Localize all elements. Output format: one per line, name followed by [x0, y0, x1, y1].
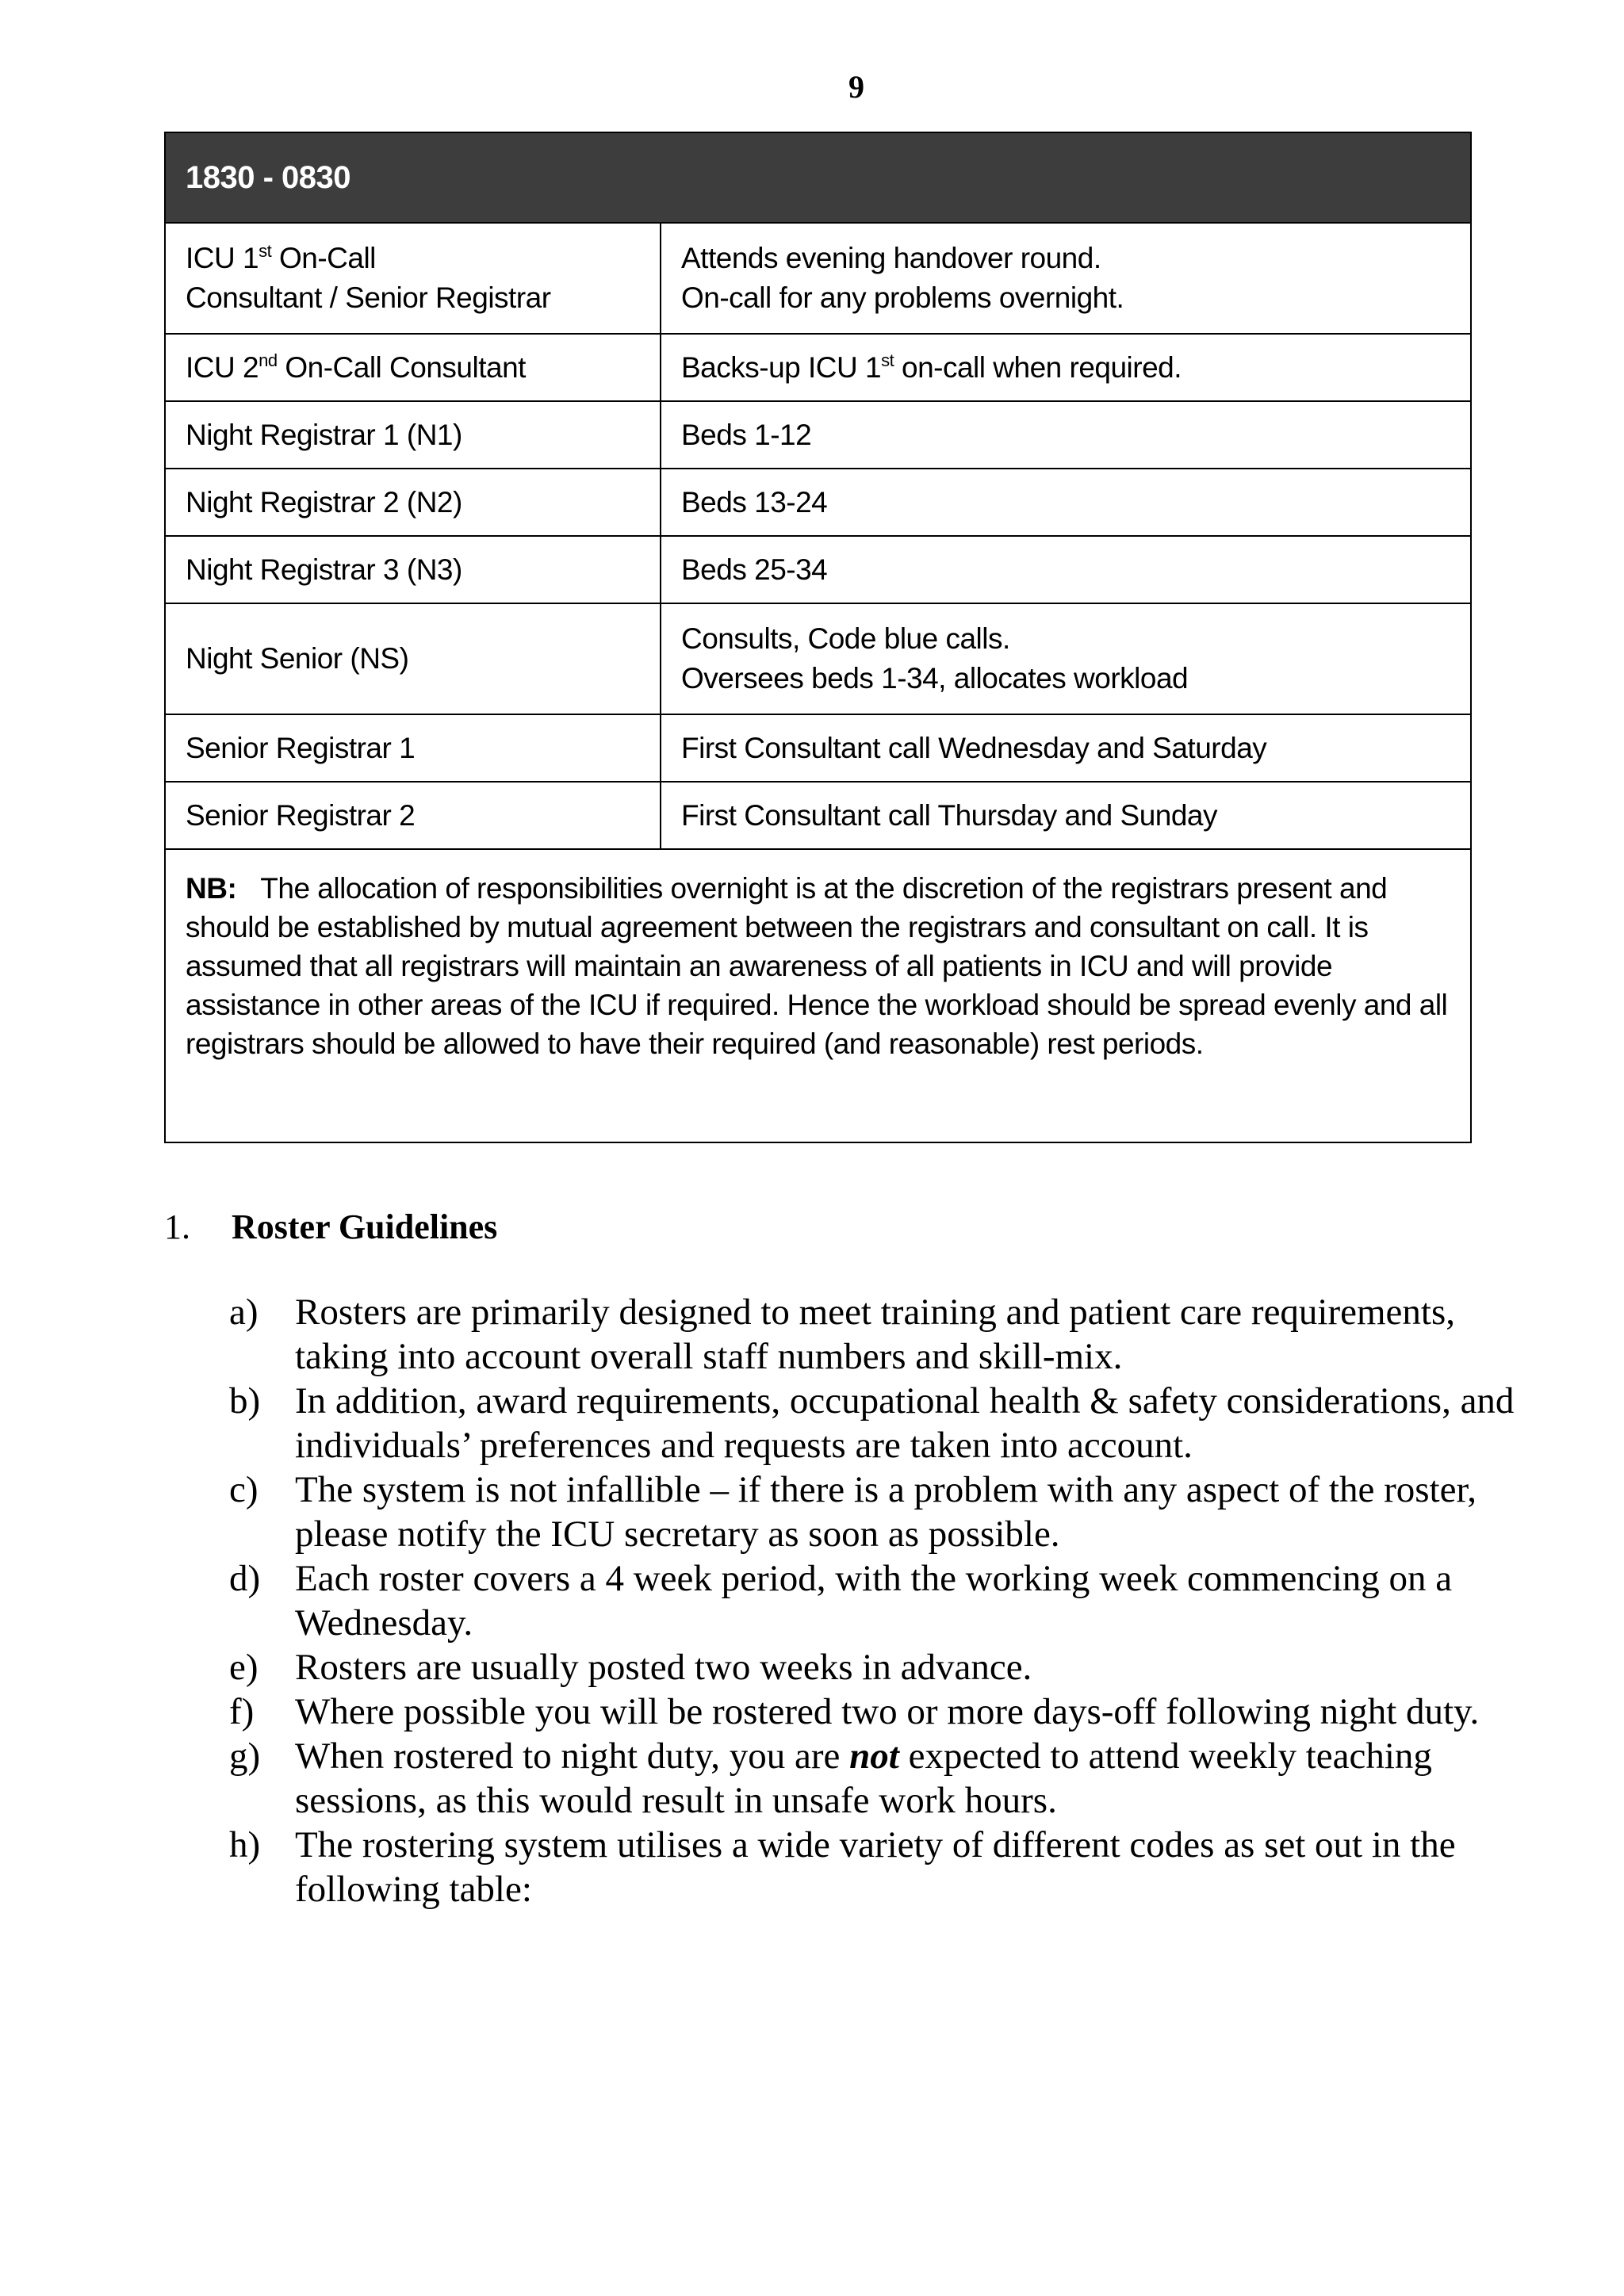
role-text: ICU 1	[186, 242, 259, 274]
table-row	[165, 334, 1471, 401]
list-item	[164, 1645, 1544, 1689]
list-item-text: The system is not infallible – if there is a problem with any aspect of the roster, please notify the ICU secretary as soon as possible.	[295, 1469, 1477, 1555]
list-item	[164, 1556, 1544, 1645]
table-row	[165, 223, 1471, 334]
role-cell: Night Registrar 3 (N3)	[165, 536, 661, 603]
table-row	[165, 714, 1471, 782]
duty-cell	[661, 334, 1471, 401]
list-item	[164, 1468, 1544, 1556]
list-marker: e)	[229, 1647, 259, 1688]
section-title: Roster Guidelines	[232, 1207, 498, 1246]
duty-text: On-call for any problems overnight.	[681, 281, 1124, 314]
table-header-row	[165, 132, 1471, 223]
duty-cell: First Consultant call Wednesday and Saturday	[661, 714, 1471, 782]
text-segment: When rostered to night duty, you are	[295, 1735, 850, 1777]
nb-note	[165, 849, 1471, 1142]
role-cell	[165, 334, 661, 401]
table-row	[165, 401, 1471, 469]
nb-text: The allocation of responsibilities overnight is at the discretion of the registrars present and should be established by mutual agreement between the registrars and consultant on call. It is assumed that all registrars will maintain an awareness of all patients in ICU and will provide assistance in other areas of the ICU if required. Hence the workload should be spread evenly and all registrars should be allowed to have their required (and reasonable) rest periods.	[186, 872, 1448, 1060]
role-text: Consultant / Senior Registrar	[186, 281, 551, 314]
role-text: On-Call	[271, 242, 376, 274]
page-number: 9	[848, 69, 864, 105]
duty-text: Consults, Code blue calls.	[681, 622, 1010, 655]
list-item	[164, 1734, 1544, 1823]
text-segment: expected to attend weekly teaching sessions, as this would result in unsafe work hours.	[295, 1735, 1432, 1821]
list-marker: g)	[229, 1735, 261, 1777]
nb-label: NB:	[186, 872, 237, 905]
role-cell	[165, 223, 661, 334]
section-number: 1.	[164, 1207, 190, 1246]
night-roster-table	[164, 132, 1472, 1143]
list-marker: a)	[229, 1292, 259, 1333]
list-item-text	[295, 1734, 1544, 1823]
list-marker: b)	[229, 1380, 261, 1422]
duty-cell: Beds 1-12	[661, 401, 1471, 469]
list-marker: f)	[229, 1691, 255, 1732]
duty-cell	[661, 603, 1471, 714]
duty-cell: Beds 13-24	[661, 469, 1471, 536]
role-cell: Night Registrar 1 (N1)	[165, 401, 661, 469]
duty-text: Oversees beds 1-34, allocates workload	[681, 662, 1189, 695]
list-item	[164, 1379, 1544, 1468]
emphasis-text: not	[849, 1735, 899, 1777]
role-text: On-Call Consultant	[277, 350, 526, 384]
duty-cell	[661, 223, 1471, 334]
role-text: ICU 2	[186, 350, 259, 384]
role-cell: Night Registrar 2 (N2)	[165, 469, 661, 536]
shift-time-header: 1830 - 0830	[165, 132, 1471, 223]
table-row	[165, 603, 1471, 714]
ordinal-suffix: st	[881, 350, 894, 370]
duty-text: Backs-up ICU 1	[681, 350, 882, 384]
section-heading	[164, 1205, 1544, 1249]
list-item	[164, 1689, 1544, 1734]
nb-row	[165, 849, 1471, 1142]
list-marker: c)	[229, 1469, 259, 1510]
list-item	[164, 1823, 1544, 1911]
list-item-text: The rostering system utilises a wide variety of different codes as set out in the following table:	[295, 1824, 1456, 1910]
list-item-text: Rosters are primarily designed to meet training and patient care requirements, taking into account overall staff numbers and skill-mix.	[295, 1292, 1456, 1377]
list-item	[164, 1290, 1544, 1379]
list-marker: d)	[229, 1558, 261, 1599]
table-row	[165, 782, 1471, 849]
list-item-text: Rosters are usually posted two weeks in advance.	[295, 1647, 1032, 1688]
table-row	[165, 469, 1471, 536]
duty-cell: First Consultant call Thursday and Sunday	[661, 782, 1471, 849]
list-marker: h)	[229, 1824, 261, 1866]
list-item-text: In addition, award requirements, occupational health & safety considerations, and individuals’ preferences and requests are taken into account.	[295, 1380, 1515, 1466]
role-cell: Senior Registrar 2	[165, 782, 661, 849]
ordinal-suffix: nd	[259, 350, 278, 370]
guidelines-list	[164, 1290, 1544, 1911]
table-row	[165, 536, 1471, 603]
role-cell: Senior Registrar 1	[165, 714, 661, 782]
ordinal-suffix: st	[259, 241, 272, 261]
list-item-text: Each roster covers a 4 week period, with the working week commencing on a Wednesday.	[295, 1558, 1453, 1644]
duty-text: on-call when required.	[894, 350, 1182, 384]
role-cell: Night Senior (NS)	[165, 603, 661, 714]
list-item-text: Where possible you will be rostered two or more days-off following night duty.	[295, 1691, 1480, 1732]
roster-guidelines-section	[164, 1205, 1544, 1911]
duty-text: Attends evening handover round.	[681, 242, 1101, 274]
duty-cell: Beds 25-34	[661, 536, 1471, 603]
